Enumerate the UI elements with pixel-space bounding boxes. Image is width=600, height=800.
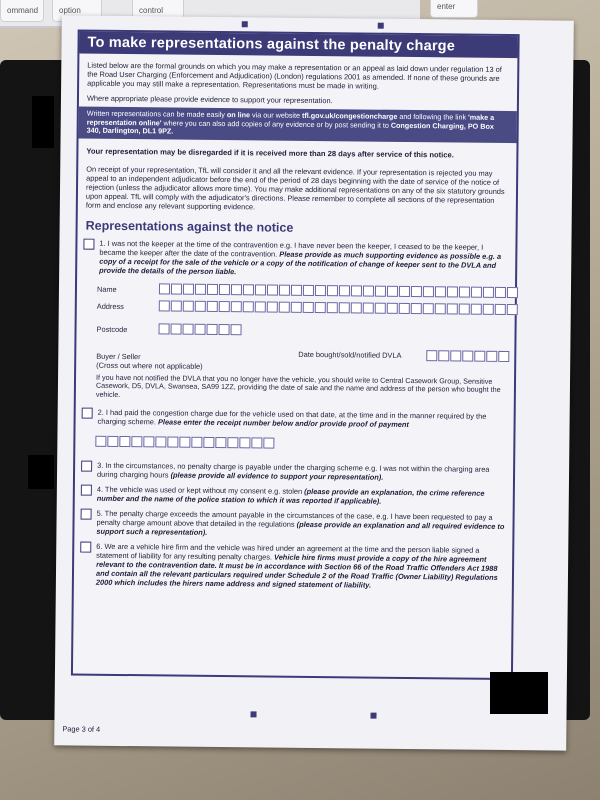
redaction-box [28, 455, 54, 489]
online-note: Written representations can be made easily on line via our website tfl.gov.uk/congestioncharge and following the link 'make a representation online' where you can also add copies of any evidence or by post sending it to Congestion Charging, PO Box 340, Darlington, DL1 9PZ. [79, 107, 517, 143]
buyer-seller-row [76, 347, 514, 374]
name-input[interactable] [159, 283, 519, 297]
intro-paragraph: Listed below are the formal grounds on which you may make a representation or an appeal as laid down under regulation 13 of the Road User Charging (Enforcement and Adjudication) (London) regulations 2001 as amended. If none of these grounds are applicable you may still make a representation. Representations must be made in writing. [87, 60, 502, 91]
receipt-paragraph: On receipt of your representation, TfL will consider it and all the relevant evidence. If your representation is rejected you may appeal to an independent adjudicator before the end of the period of 28 days beginning with the date of service of the notice of rejection (unless the adjudicator allows more time). You may make additional representations on any of the six statutory grounds upon appeal. TfL will comply with the adjudicator's directions. Please remember to complete all sections of the representation form and enclose any relevant supporting evidence. [85, 164, 505, 212]
ground-5-checkbox[interactable] [81, 508, 92, 519]
command-key: ommand [0, 0, 44, 22]
date-label: Date bought/sold/notified DVLA [298, 349, 402, 360]
enter-key: enter [430, 0, 478, 18]
ground-2: 2. I had paid the congestion charge due for the vehicle used on that date, at the time and in the manner required by the charging scheme. Please enter the receipt number below and/or provide proof of payment [76, 407, 514, 430]
evidence-note: Where appropriate please provide evidence to support your representation. [86, 93, 333, 106]
website-link[interactable]: tfl.gov.uk/congestioncharge [301, 110, 398, 121]
section-heading: Representations against the notice [85, 218, 294, 235]
date-input[interactable] [426, 350, 510, 361]
address-label: Address [96, 301, 124, 311]
ground-6: 6. We are a vehicle hire firm and the vehicle was hired under an agreement at the time and the person liable signed a statement of liability for any resulting penalty charges. Vehicle hire firms must provide a copy of the hire agreement relevant to the contravention date. It must be in accordance with Section 66 of the Road Traffic Offenders Act 1988 and contain all the relevant particulars required under Schedule 2 of the Road Traffic (Owner Liability) Regulations 2000 which includes the hirers name address and signed statement of liability. [74, 541, 512, 591]
page-number: Page 3 of 4 [62, 724, 101, 734]
ground-5: 5. The penalty charge exceeds the amount payable in the circumstances of the case, e.g. I have been requested to pay a penalty charge amount above that detailed in the regulations (please provide an explanation and all required evidence to support such a representation). [74, 508, 512, 540]
postcode-label: Postcode [96, 324, 128, 334]
option-key: option [52, 0, 102, 22]
control-key: control [132, 0, 184, 22]
registration-mark [242, 21, 248, 27]
ground-3: 3. In the circumstances, no penalty charge is payable under the charging scheme e.g. I was not within the charging area during charging hours (please provide all evidence to support your representation). [75, 460, 513, 483]
ground-1-checkbox[interactable] [83, 238, 94, 249]
ground-6-checkbox[interactable] [80, 541, 91, 552]
cross-out-note: (Cross out where not applicable) [96, 360, 203, 371]
form-frame [71, 30, 520, 681]
deadline-warning: Your representation may be disregarded if it is received more than 28 days after service of this notice. [86, 146, 454, 160]
postcode-input[interactable] [159, 323, 243, 334]
name-label: Name [96, 284, 117, 294]
registration-mark [370, 713, 376, 719]
address-input[interactable] [159, 300, 519, 314]
ground-4: 4. The vehicle was used or kept without my consent e.g. stolen (please provide an explanation, the crime reference number and the name of the police station to which it was reported if applicable). [75, 484, 513, 507]
page-title: To make representations against the penalty charge [79, 32, 517, 59]
document-page [54, 15, 574, 750]
name-row [77, 282, 515, 300]
redaction-box [490, 672, 548, 714]
redaction-box [32, 96, 54, 148]
dvla-note: If you have not notified the DVLA that you no longer have the vehicle, you should write to Central Casework Group, Sensitive Casework, D5, DVLA, Swansea, SA99 1ZZ, providing the date of sale and the name and address of the person who bought the vehicle. [95, 372, 501, 399]
registration-mark [250, 711, 256, 717]
receipt-number-row [75, 435, 513, 453]
ground-1: 1. I was not the keeper at the time of the contravention e.g. I have never been the keeper, I ceased to be the keeper, I became the keeper after the date of the contravention. Please provide as much supporting evidence as possible e.g. a copy of a receipt for the sale of the vehicle or a copy of the notification of change of keeper sent to the DVLA and provide the details of the person liable. [77, 238, 515, 279]
address-row [77, 299, 515, 317]
ground-4-checkbox[interactable] [81, 484, 92, 495]
postal-address: Congestion Charging, PO Box 340, Darlington, DL1 9PZ. [86, 120, 494, 136]
buyer-seller-label[interactable]: Buyer / Seller [96, 351, 141, 361]
ground-3-checkbox[interactable] [81, 460, 92, 471]
registration-mark [378, 23, 384, 29]
ground-2-checkbox[interactable] [82, 407, 93, 418]
receipt-number-input[interactable] [95, 435, 275, 447]
postcode-row [76, 322, 514, 340]
